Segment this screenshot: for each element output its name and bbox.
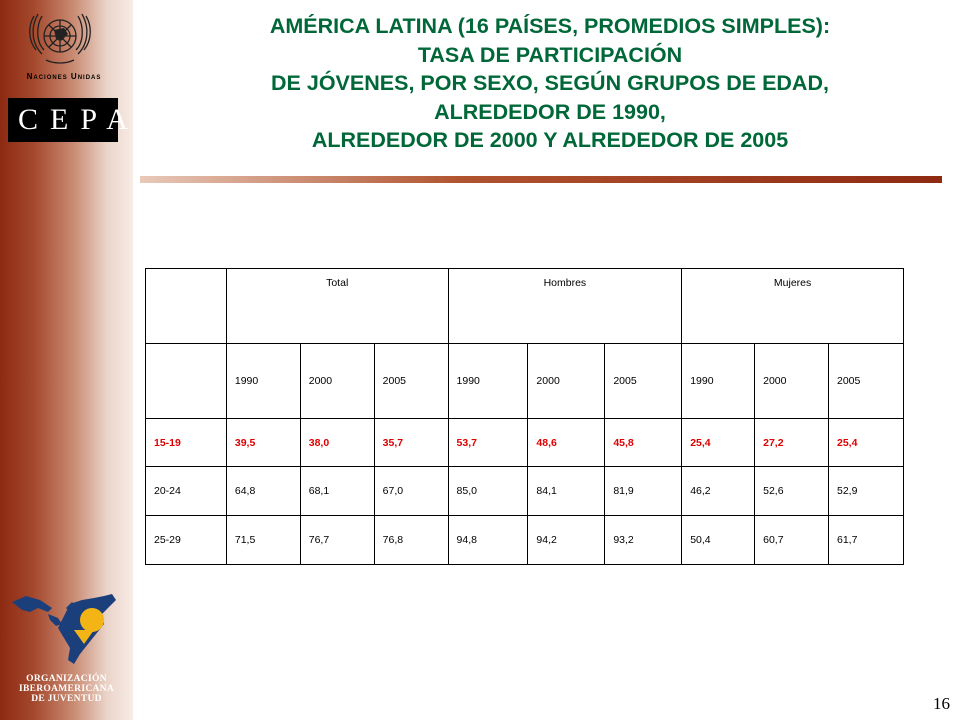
page-number: 16: [933, 694, 950, 713]
year-header: 2000: [528, 344, 605, 419]
table-year-corner-cell: [146, 344, 227, 419]
year-header: 1990: [448, 344, 528, 419]
table-cell: 45,8: [605, 419, 682, 467]
table-cell: 76,7: [300, 516, 374, 565]
table-cell: 64,8: [226, 467, 300, 516]
table-cell: 35,7: [374, 419, 448, 467]
group-header-total: Total: [226, 269, 448, 344]
table-cell: 61,7: [829, 516, 904, 565]
oij-label-line-1: ORGANIZACIÓN: [26, 674, 107, 684]
un-label: Naciones Unidas: [26, 72, 102, 81]
oij-label-line-3: DE JUVENTUD: [31, 694, 102, 704]
table-cell: 27,2: [755, 419, 829, 467]
table-row-15-19: [146, 419, 904, 467]
table-cell: 93,2: [605, 516, 682, 565]
year-header: 2000: [300, 344, 374, 419]
table-cell: 84,1: [528, 467, 605, 516]
year-header: 2005: [605, 344, 682, 419]
table-cell: 67,0: [374, 467, 448, 516]
oij-map-logo-icon: [8, 590, 124, 670]
oij-label-line-2: IBEROAMERICANA: [19, 684, 114, 694]
title-line-5: ALREDEDOR DE 2000 Y ALREDEDOR DE 2005: [311, 128, 789, 152]
table-cell: 94,2: [528, 516, 605, 565]
table-cell: 71,5: [226, 516, 300, 565]
participation-table: [145, 268, 904, 565]
year-header: 1990: [226, 344, 300, 419]
table-cell: 25,4: [829, 419, 904, 467]
table-cell: 46,2: [682, 467, 755, 516]
cepal-logo: CEPAL: [8, 98, 118, 142]
table-corner-cell: [146, 269, 227, 344]
un-emblem-icon: [24, 4, 96, 70]
row-label: 25-29: [146, 516, 227, 565]
slide-title: [150, 12, 950, 155]
title-line-1: AMÉRICA LATINA (16 PAÍSES, PROMEDIOS SIMPLES):: [269, 14, 831, 38]
table-group-header-row: [146, 269, 904, 344]
table-cell: 50,4: [682, 516, 755, 565]
table-year-header-row: [146, 344, 904, 419]
row-label: 15-19: [146, 419, 227, 467]
row-label: 20-24: [146, 467, 227, 516]
table-row-25-29: [146, 516, 904, 565]
table-cell: 39,5: [226, 419, 300, 467]
year-header: 1990: [682, 344, 755, 419]
table-cell: 85,0: [448, 467, 528, 516]
table-cell: 68,1: [300, 467, 374, 516]
table-cell: 81,9: [605, 467, 682, 516]
table-cell: 60,7: [755, 516, 829, 565]
table-cell: 25,4: [682, 419, 755, 467]
table-row-20-24: [146, 467, 904, 516]
title-divider: [140, 176, 942, 183]
table-cell: 53,7: [448, 419, 528, 467]
title-line-4: ALREDEDOR DE 1990,: [434, 99, 666, 124]
group-header-hombres: Hombres: [448, 269, 682, 344]
table-cell: 48,6: [528, 419, 605, 467]
table-cell: 52,6: [755, 467, 829, 516]
year-header: 2005: [829, 344, 904, 419]
table-cell: 52,9: [829, 467, 904, 516]
group-header-mujeres: Mujeres: [682, 269, 904, 344]
year-header: 2000: [755, 344, 829, 419]
year-header: 2005: [374, 344, 448, 419]
table-cell: 94,8: [448, 516, 528, 565]
table-cell: 38,0: [300, 419, 374, 467]
oij-label: [0, 674, 133, 704]
title-line-2: TASA DE PARTICIPACIÓN: [417, 42, 683, 67]
title-line-3: DE JÓVENES, POR SEXO, SEGÚN GRUPOS DE EDAD,: [271, 71, 829, 95]
table-cell: 76,8: [374, 516, 448, 565]
